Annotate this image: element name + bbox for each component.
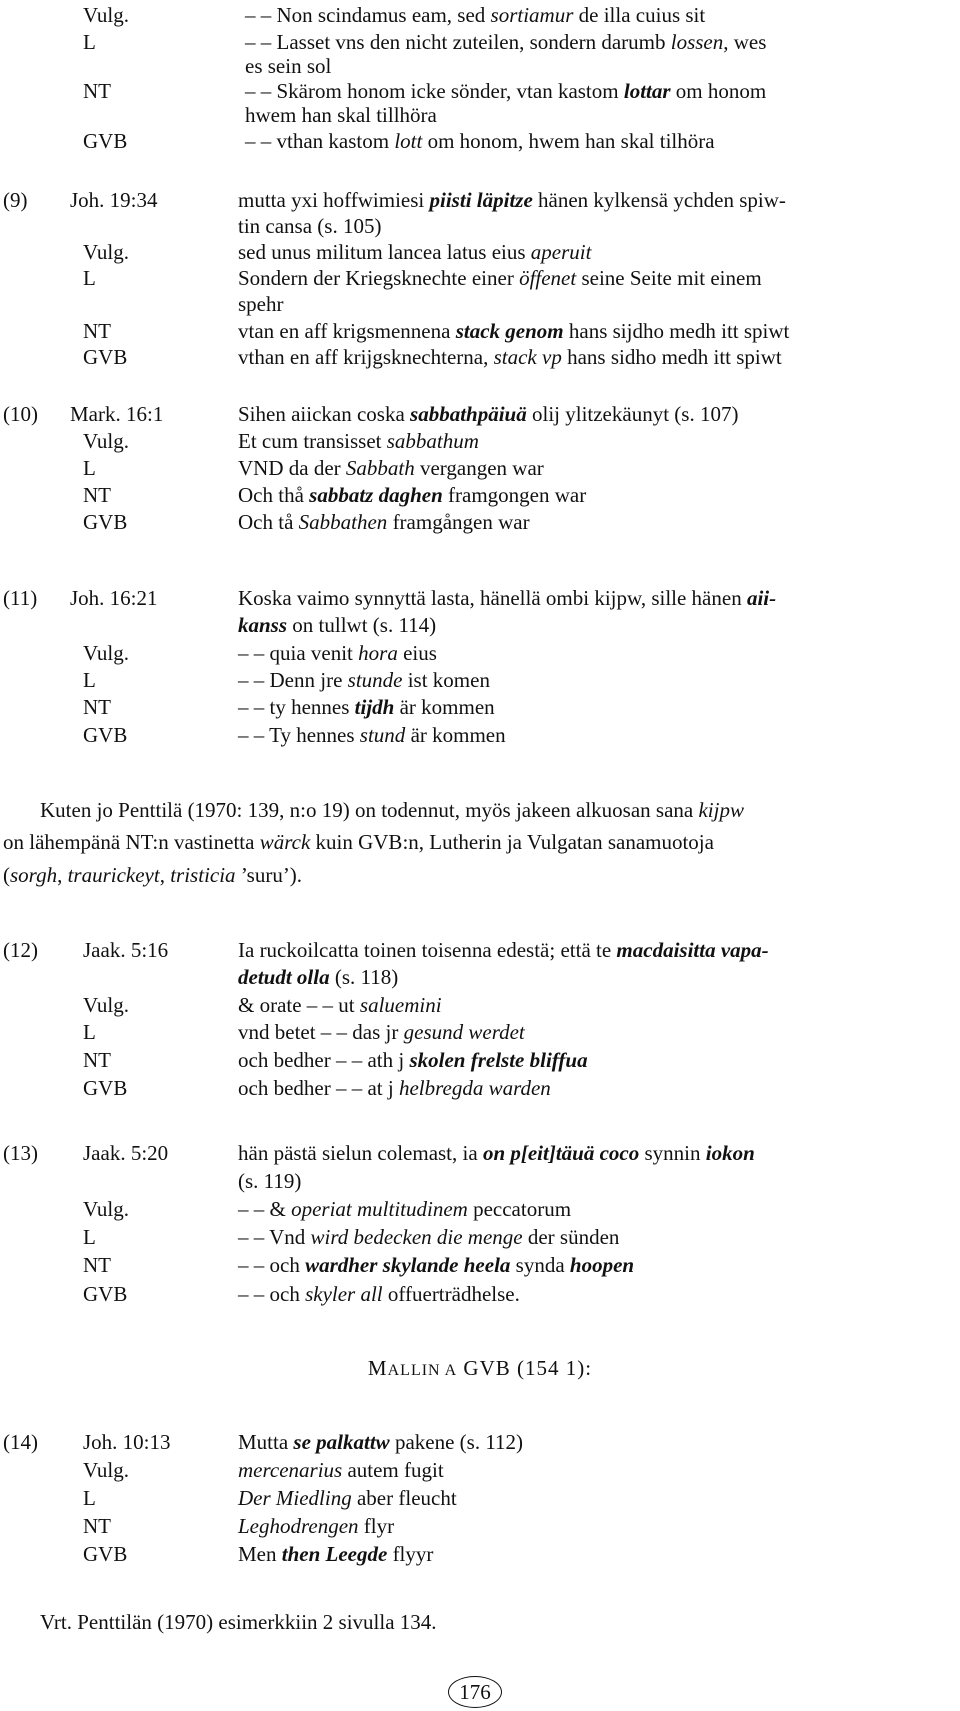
example-number: (10) bbox=[3, 402, 38, 426]
paragraph-line: (sorgh, traurickeyt, tristicia ’suru’). bbox=[3, 863, 303, 887]
example-reference: Mark. 16:1 bbox=[70, 402, 164, 426]
example-number: (14) bbox=[3, 1430, 38, 1454]
example-reference: Joh. 19:34 bbox=[70, 188, 158, 212]
example-number: (13) bbox=[3, 1141, 38, 1165]
section-heading: MALLIN A GVB (154 1): bbox=[367, 1356, 593, 1380]
example-number: (9) bbox=[3, 188, 28, 212]
paragraph-line: Vrt. Penttilän (1970) esimerkkiin 2 sivulla 134. bbox=[40, 1610, 437, 1634]
example-reference: Jaak. 5:20 bbox=[83, 1141, 169, 1165]
paragraph-line: Kuten jo Penttilä (1970: 139, n:o 19) on todennut, myös jakeen alkuosan sana kijpw bbox=[40, 798, 744, 822]
example-number: (12) bbox=[3, 938, 38, 962]
paragraph-line: on lähempänä NT:n vastinetta wärck kuin GVB:n, Lutherin ja Vulgatan sanamuotoja bbox=[3, 830, 714, 854]
example-reference: Joh. 10:13 bbox=[83, 1430, 171, 1454]
page-number: 176 bbox=[448, 1676, 502, 1708]
example-number: (11) bbox=[3, 586, 38, 610]
example-reference: Jaak. 5:16 bbox=[83, 938, 169, 962]
document-page: Vulg. – – Non scindamus eam, sed sortiamur de illa cuius sit L – – Lasset vns den nicht zuteilen, sondern darumb lossen, wes es sein sol NT – – Skärom honom icke sönder, vtan kastom lottar om honom hwem han skal tillhöra GVB – – vthan kastom lott om honom, hwem han skal tilhöra (9) Joh. 19:34 mutta yxi hoffwimiesi piisti läpitze hänen kylkensä ychden spiw- tin cansa (s. 105) Vulg. sed unus militum lancea latus eius aperuit L Sondern der Kriegsknechte einer öffenet seine Seite mit einem spehr NT vtan en aff krigsmennena stack genom hans sijdho medh itt spiwt GVB vthan en aff krijgsknechterna, stack vp hans sidho medh itt spiwt (10) Mark. 16:1 Sihen aiickan coska sabbathpäiuä olij ylitzekäunyt (s. 107) Vulg. Et cum transisset sabbathum L VND da der Sabbath vergangen war NT Och thå sabbatz daghen framgongen war GVB Och tå Sabbathen framgången war (11) Joh. 16:21 Koska vaimo synnyttä lasta, hänellä ombi kijpw, sille hänen aii- kanss on tullwt (s. 114) Vulg. – – quia venit hora eius L – – Denn jre stunde ist komen NT – – ty hennes tijdh är kommen GVB – – Ty hennes stund är kommen Kuten jo Penttilä (1970: 139, n:o 19) on todennut, myös jakeen alkuosan sana kijpw on lähempänä NT:n vastinetta wärck kuin GVB:n, Lutherin ja Vulgatan sanamuotoja (sorgh, traurickeyt, tristicia ’suru’). (12) Jaak. 5:16 Ia ruckoilcatta toinen toisenna edestä; että te macdaisitta vapa- detudt olla (s. 118) Vulg. & orate – – ut saluemini L vnd betet – – das jr gesund werdet NT och bedher – – ath j skolen frelste bliffua GVB och bedher – – at j helbregda warden (13) Jaak. 5:20 hän pästä sielun colemast, ia on p[eit]täuä coco synnin iokon (s. 119) Vulg. – – & operiat multitudinem peccatorum L – – Vnd wird bedecken die menge der sünden NT – – och wardher skylande heela synda hoopen GVB – – och skyler all offuerträdhelse. MALLIN A GVB (154 1): (14) Joh. 10:13 Mutta se palkattw pakene (s. 112) Vulg. mercenarius autem fugit L Der Miedling aber fleucht NT Leghodrengen flyr GVB Men then Leegde flyyr Vrt. Penttilän (1970) esimerkkiin 2 sivulla 134. 176 bbox=[0, 0, 960, 1711]
example-reference: Joh. 16:21 bbox=[70, 586, 158, 610]
